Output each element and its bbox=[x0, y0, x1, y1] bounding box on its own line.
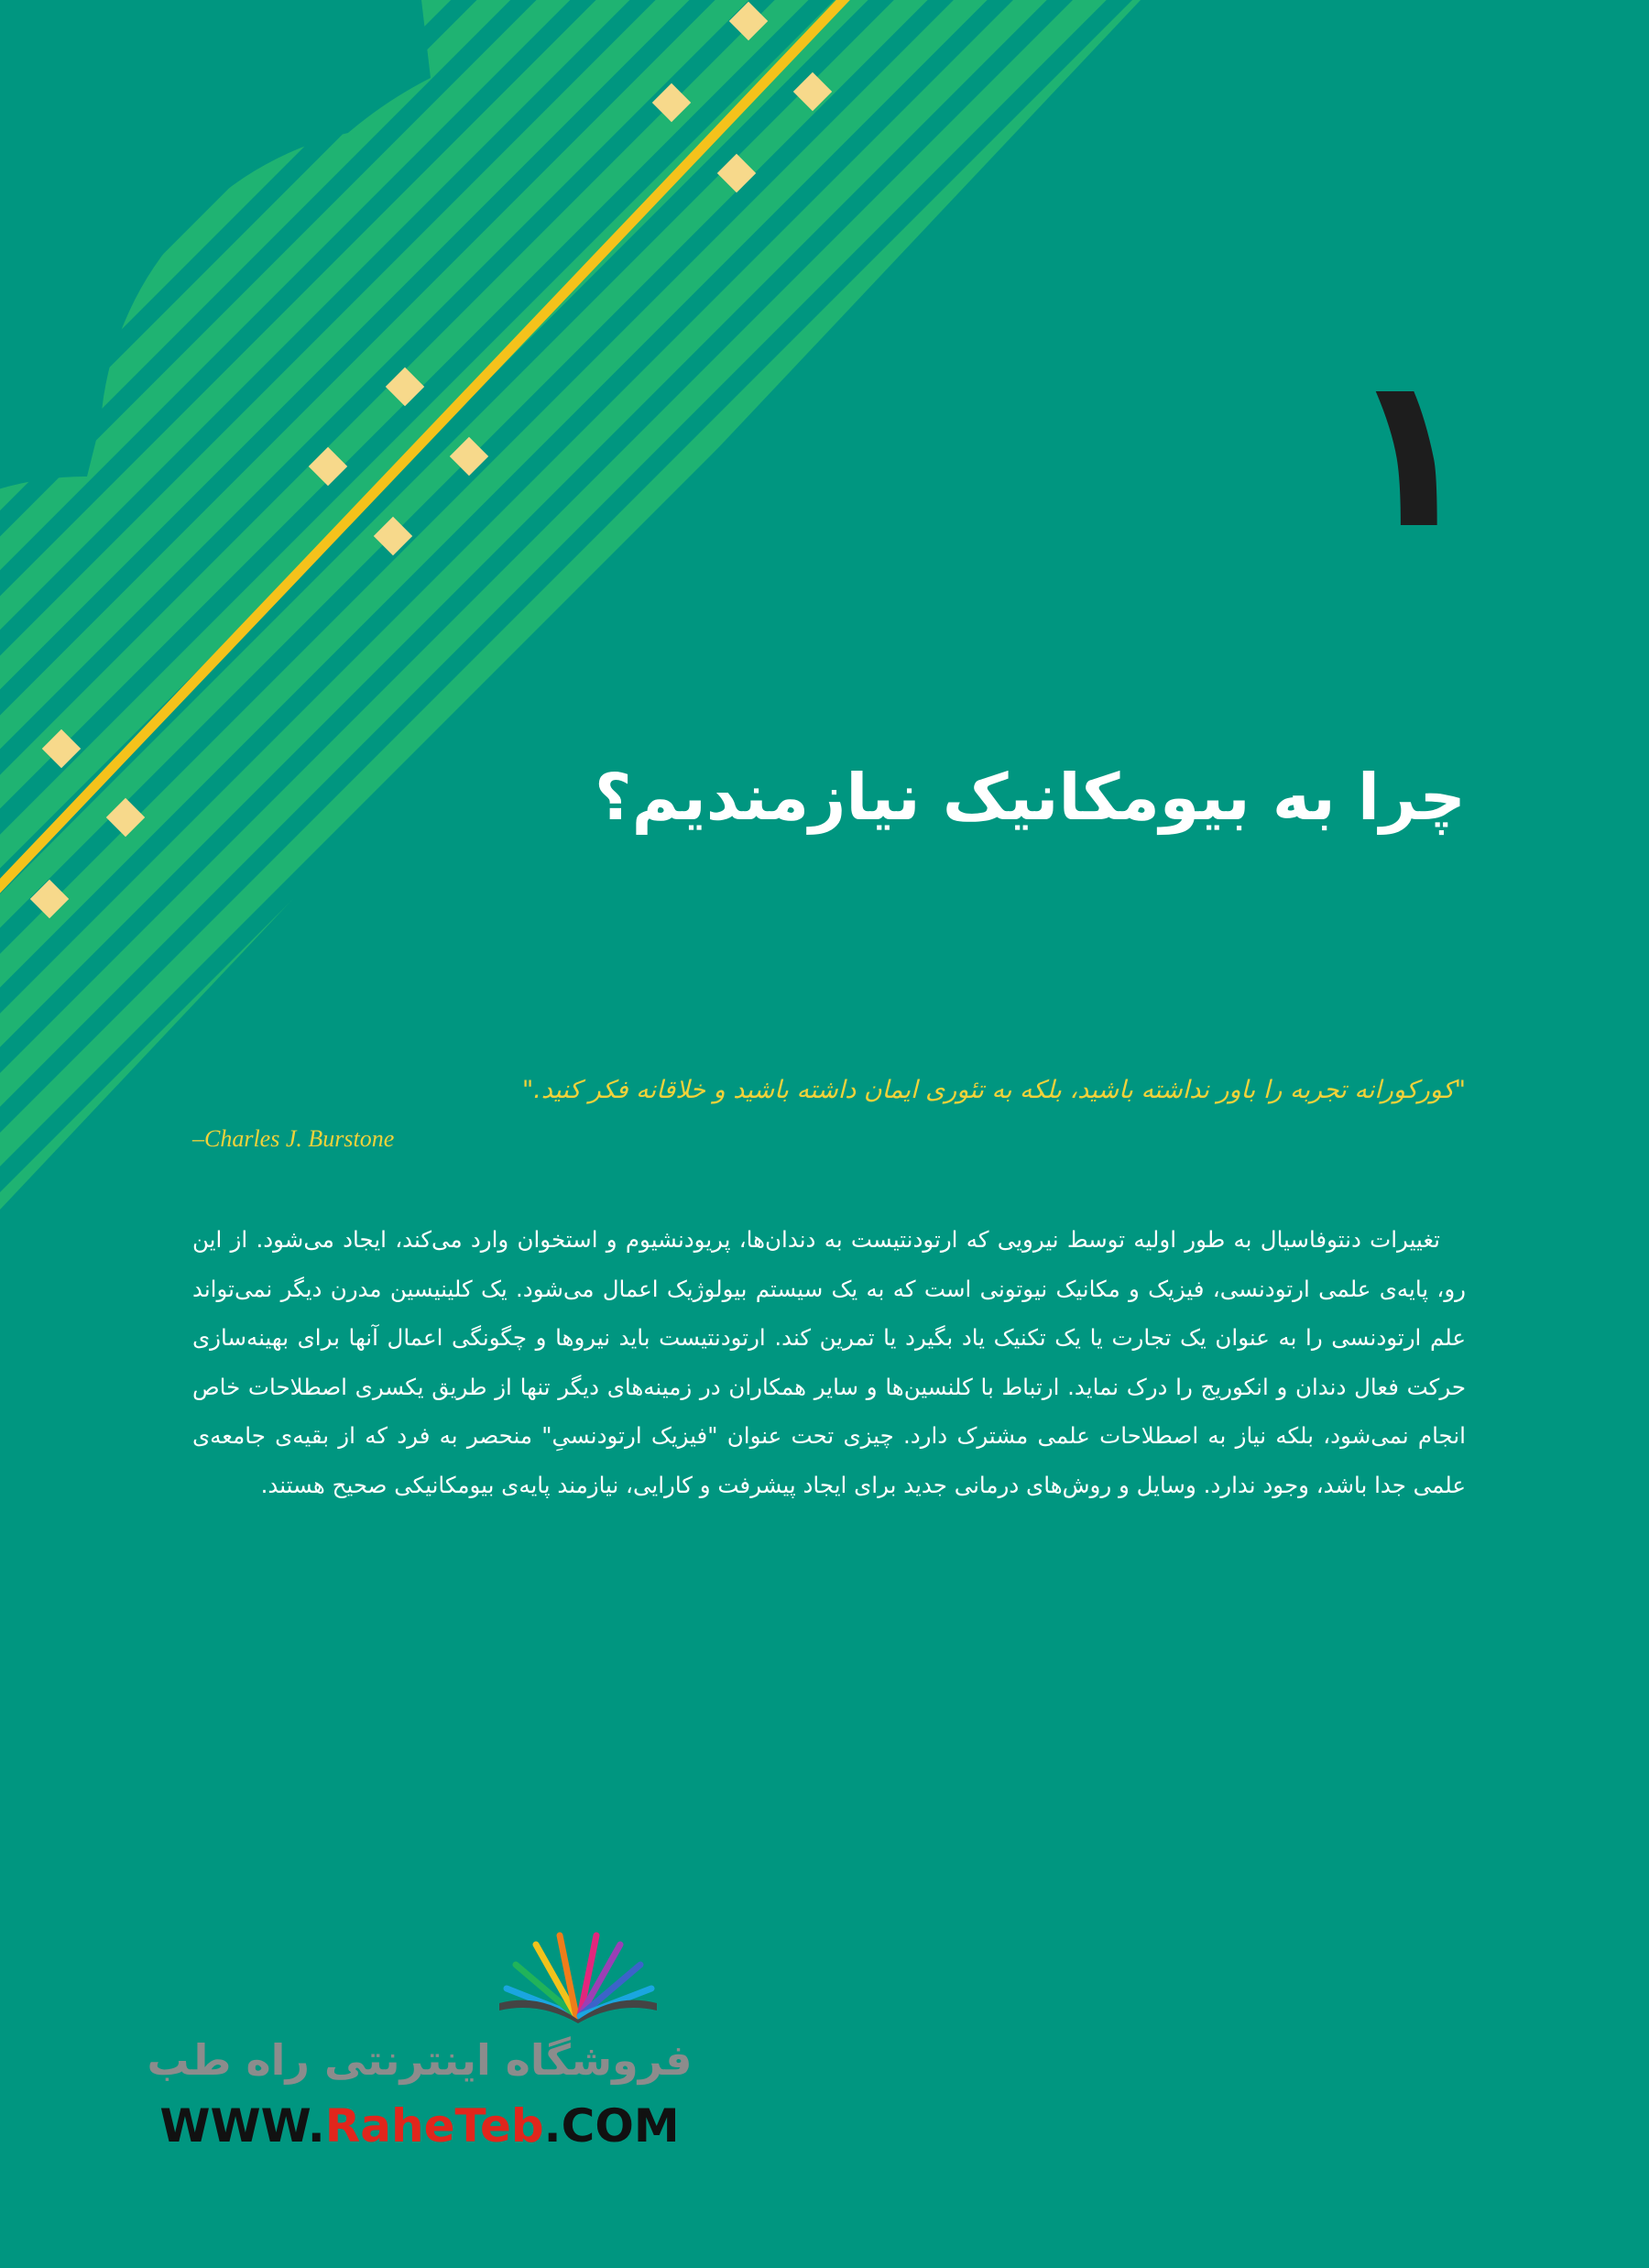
chapter-number: ۱ bbox=[1346, 331, 1475, 575]
epigraph-quote: "کورکورانه تجربه را باور نداشته باشید، بلکه به تئوری ایمان داشته باشید و خلاقانه فکر کنید." bbox=[521, 1076, 1466, 1104]
url-suffix: .COM bbox=[543, 2099, 680, 2153]
store-watermark bbox=[145, 1932, 704, 2161]
url-brand: RaheTeb bbox=[324, 2099, 544, 2153]
epigraph-author: –Charles J. Burstone bbox=[192, 1125, 395, 1152]
open-book-logo-icon bbox=[496, 1932, 661, 2023]
url-prefix: WWW. bbox=[159, 2099, 325, 2153]
body-paragraph: تغییرات دنتوفاسیال به طور اولیه توسط نیرویی که ارتودنتیست به دندان‌ها، پریودنشیوم و استخوان وارد می‌کند، ایجاد می‌شود. از این رو، پایه‌ی علمی ارتودنسی، فیزیک و مکانیک نیوتونی است که به یک سیستم بیولوژیک اعمال می‌شود. یک کلینیسین مدرن دیگر نمی‌تواند علم ارتودنسی را به عنوان یک تجارت یا یک تکنیک یاد بگیرد یا تمرین کند. ارتودنتیست باید نیروها و چگونگی اعمال آنها برای بهینه‌سازی حرکت فعال دندان و انکوریج را درک نماید. ارتباط با کلنسین‌ها و سایر همکاران در زمینه‌های دیگر تنها از طریق یکسری اصطلاحات خاص انجام نمی‌شود، بلکه نیاز به اصطلاحات علمی مشترک دارد. چیزی تحت عنوان "فیزیک ارتودنسیِ" منحصر به فرد که از بقیه‌ی جامعه‌ی علمی جدا باشد، وجود ندارد. وسایل و روش‌های درمانی جدید برای ایجاد پیشرفت و کارایی، نیازمند پایه‌ی بیومکانیکی صحیح هستند. bbox=[192, 1226, 1466, 1498]
store-name: فروشگاه اینترنتی راه طب bbox=[147, 2035, 693, 2085]
body-paragraph-block bbox=[192, 1215, 1466, 1509]
store-url bbox=[145, 2097, 694, 2155]
chapter-title: چرا به بیومکانیک نیازمندیم؟ bbox=[594, 760, 1466, 835]
